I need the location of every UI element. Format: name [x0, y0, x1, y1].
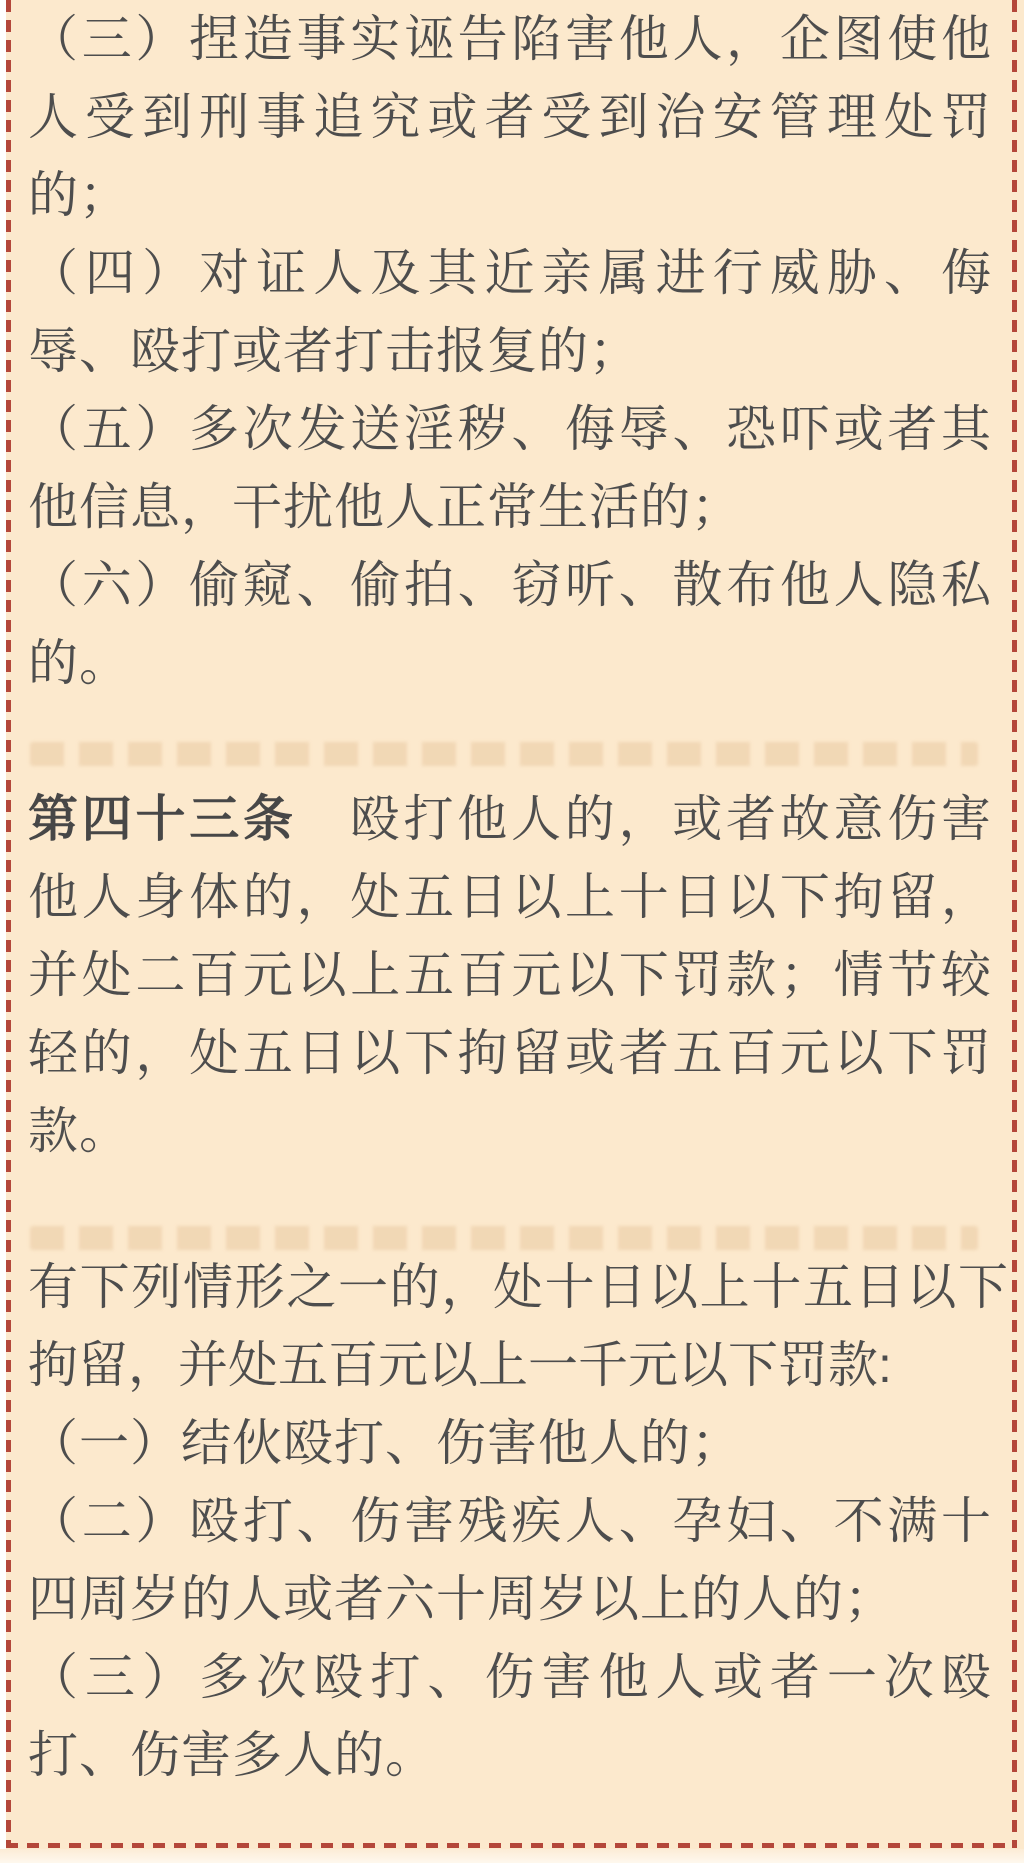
- list-item-3: （三）多次殴打、伤害他人或者一次殴打、伤害多人的。: [28, 1649, 992, 1783]
- ghost-text-band: [30, 1226, 978, 1250]
- list-item-2: （二）殴打、伤害残疾人、孕妇、不满十四周岁的人或者六十周岁以上的人的；: [28, 1493, 992, 1627]
- clause-item-6: （六）偷窥、偷拍、窃听、散布他人隐私的。: [28, 557, 992, 691]
- clause-item-5: （五）多次发送淫秽、侮辱、恐吓或者其他信息，干扰他人正常生活的；: [28, 401, 992, 535]
- section-gap: [28, 1170, 992, 1248]
- dashed-border-bottom: [6, 1843, 1017, 1848]
- legal-text-panel: [28, 0, 1008, 1794]
- article-43-paragraph: [28, 780, 992, 1170]
- ghost-text-band: [30, 742, 978, 766]
- article-number: 第四十三条: [28, 791, 297, 847]
- list-item-1: （一）结伙殴打、伤害他人的；: [28, 1415, 742, 1471]
- article-body-text: 殴打他人的，或者故意伤害他人身体的，处五日以上十日以下拘留，并处二百元以上五百元以下罚款；情节较轻的，处五日以下拘留或者五百元以下罚款。: [28, 791, 992, 1159]
- dashed-border-left: [6, 0, 11, 1848]
- section-gap: [28, 702, 992, 780]
- clause-item-4: （四）对证人及其近亲属进行威胁、侮辱、殴打或者打击报复的；: [28, 245, 992, 379]
- paragraph-2-intro: 有下列情形之一的，处十日以上十五日以下拘留，并处五百元以上一千元以下罚款:: [28, 1259, 1008, 1393]
- bottom-light-strip: [0, 1849, 1024, 1863]
- clause-item-3: （三）捏造事实诬告陷害他人，企图使他人受到刑事追究或者受到治安管理处罚的；: [28, 11, 992, 223]
- dashed-border-right: [1012, 0, 1017, 1848]
